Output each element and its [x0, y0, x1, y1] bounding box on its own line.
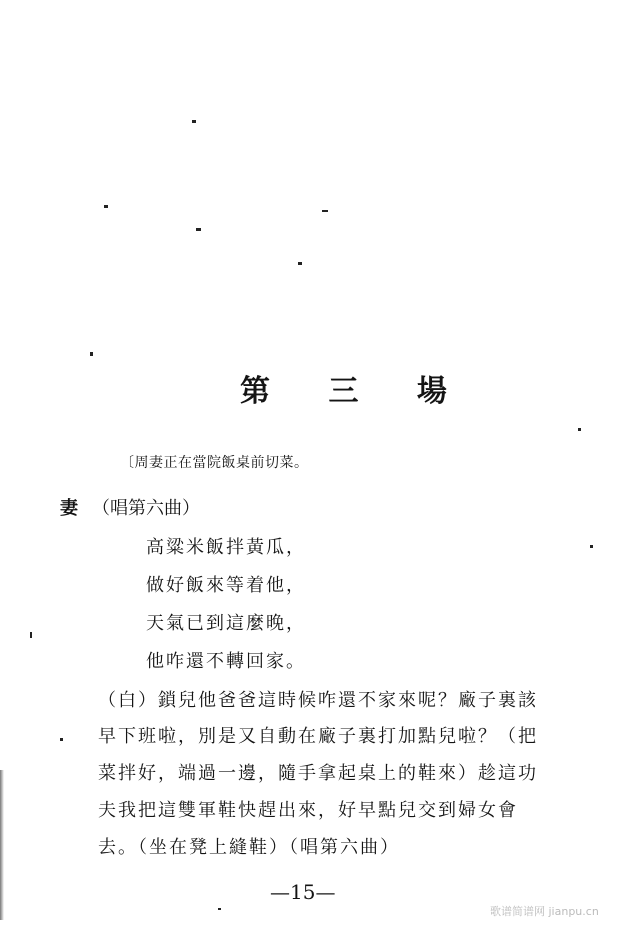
scan-speck [322, 210, 328, 212]
singing-cue: （唱第六曲） [92, 498, 200, 519]
scan-speck [218, 908, 221, 910]
scan-speck [60, 738, 63, 741]
prose-line: （白）鎖兒他爸爸這時候咋還不家來呢？廠子裏該 [98, 690, 538, 711]
scan-speck [196, 228, 201, 231]
prose-line: 夫我把這雙軍鞋快趕出來，好早點兒交到婦女會 [98, 800, 518, 821]
scan-speck [590, 545, 593, 548]
prose-line: 菜拌好，端過一邊，隨手拿起桌上的鞋來）趁這功 [98, 763, 538, 784]
scan-speck [192, 120, 196, 123]
speaker-role: 妻 [60, 498, 78, 519]
verse-line: 做好飯來等着他， [146, 575, 306, 596]
scan-speck [298, 262, 302, 265]
watermark: 歌谱简谱网 jianpu.cn [490, 905, 599, 918]
stage-direction: 〔周妻正在當院飯桌前切菜。 [120, 455, 309, 471]
scan-speck [578, 428, 581, 431]
scene-title: 第 三 場 [240, 374, 471, 409]
page-number: —15— [270, 880, 336, 904]
prose-line: 早下班啦，別是又自動在廠子裏打加點兒啦？（把 [98, 726, 538, 747]
scan-speck [30, 632, 32, 638]
verse-line: 高粱米飯拌黃瓜， [146, 537, 306, 558]
speaker-line [60, 494, 200, 520]
page-spine-shadow [0, 770, 4, 920]
prose-line: 去。（坐在凳上縫鞋）（唱第六曲） [98, 837, 400, 858]
verse-line: 他咋還不轉回家。 [146, 651, 306, 672]
verse-line: 天氣已到這麼晚， [146, 613, 306, 634]
scan-speck [104, 205, 108, 208]
scan-speck [90, 352, 93, 356]
